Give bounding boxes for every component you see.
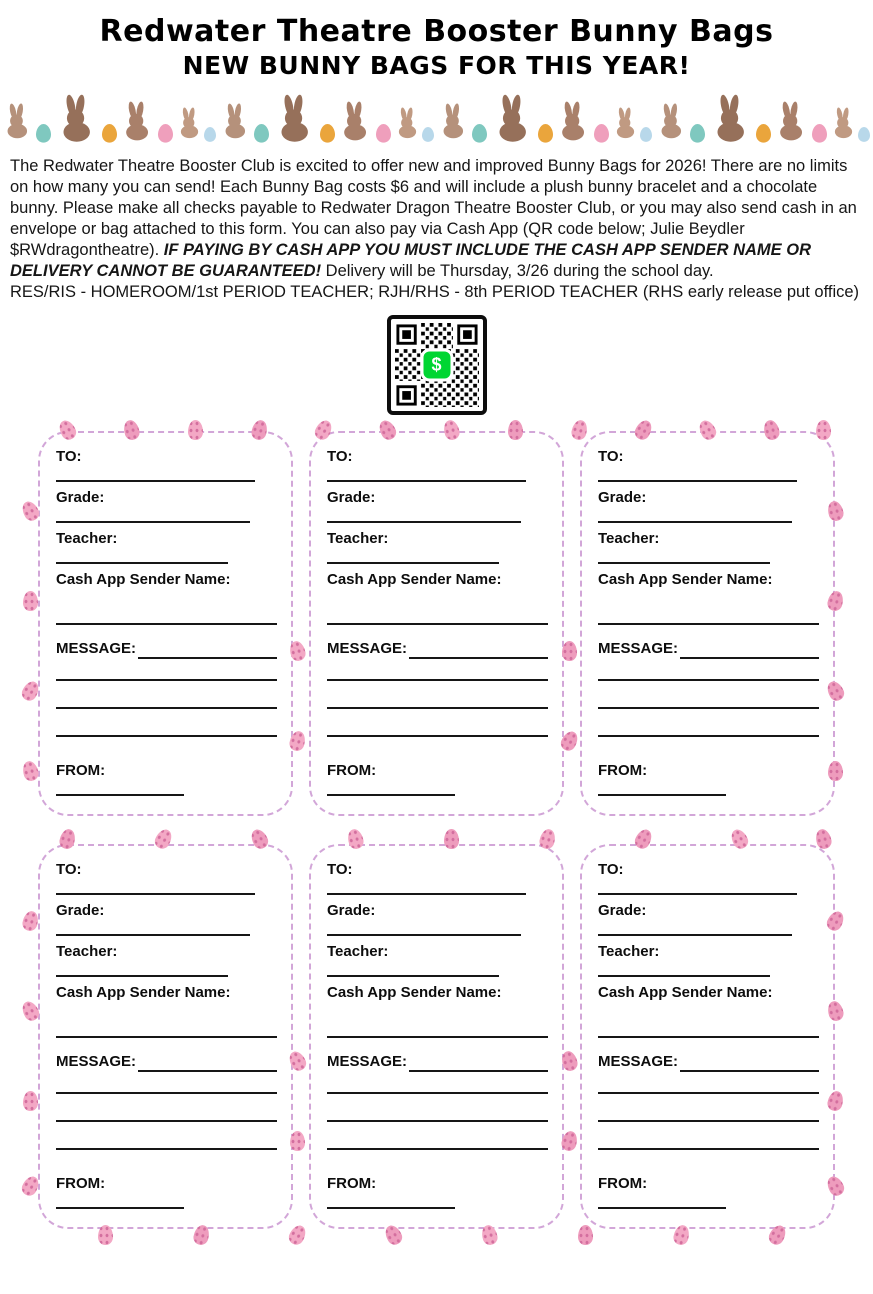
cash-app-warning-text: IF PAYING BY CASH APP YOU MUST INCLUDE THE CASH APP SENDER NAME OR DELIVERY CANNOT BE GUARANTEED!	[10, 240, 812, 280]
page-title: Redwater Theatre Booster Bunny Bags	[99, 14, 774, 49]
message-row	[327, 639, 548, 659]
from-block	[598, 1174, 819, 1215]
cash-app-sender-blank-line	[598, 610, 819, 625]
cash-app-sender-blank-line	[598, 1023, 819, 1038]
message-blank-line	[56, 715, 277, 737]
message-label: MESSAGE:	[598, 639, 679, 657]
forms-section	[38, 431, 835, 1229]
from-blank-line	[327, 1194, 455, 1209]
message-blank-line	[327, 1100, 548, 1122]
message-blank-line	[327, 1072, 548, 1094]
from-label: FROM:	[327, 1174, 377, 1192]
teacher-label: Teacher:	[598, 942, 660, 960]
message-blank-line	[327, 687, 548, 709]
to-label: TO:	[327, 447, 353, 465]
to-blank-line	[598, 880, 797, 895]
from-label: FROM:	[56, 761, 106, 779]
from-label: FROM:	[56, 1174, 106, 1192]
message-label: MESSAGE:	[327, 1052, 408, 1070]
grade-blank-line	[56, 508, 250, 523]
from-block	[56, 761, 277, 802]
cash-app-dollar-glyph: $	[431, 354, 442, 375]
message-blank-line	[327, 715, 548, 737]
message-blank-line	[138, 647, 277, 659]
message-blank-line	[680, 647, 819, 659]
to-label: TO:	[56, 447, 82, 465]
cash-app-sender-label: Cash App Sender Name:	[327, 570, 502, 588]
grade-label: Grade:	[327, 901, 376, 919]
cash-app-sender-label: Cash App Sender Name:	[598, 983, 773, 1001]
message-blank-line	[598, 687, 819, 709]
egg-icon	[23, 1091, 38, 1111]
message-blank-line	[56, 687, 277, 709]
teacher-blank-line	[56, 549, 228, 564]
cash-app-sender-blank-line	[56, 610, 277, 625]
grade-blank-line	[327, 508, 521, 523]
cash-app-sender-blank-line	[327, 610, 548, 625]
cash-app-sender-blank-line	[327, 1023, 548, 1038]
order-form-card	[580, 844, 835, 1229]
grade-label: Grade:	[327, 488, 376, 506]
teacher-note: RES/RIS - HOMEROOM/1st PERIOD TEACHER; RJH/RHS - 8th PERIOD TEACHER (RHS early release put office)	[10, 282, 860, 301]
grade-blank-line	[56, 921, 250, 936]
to-label: TO:	[598, 860, 624, 878]
from-blank-line	[56, 781, 184, 796]
message-blank-line	[409, 1060, 548, 1072]
from-block	[327, 761, 548, 802]
from-label: FROM:	[327, 761, 377, 779]
grade-label: Grade:	[598, 901, 647, 919]
order-form-card	[580, 431, 835, 816]
message-row	[598, 1052, 819, 1072]
grade-blank-line	[327, 921, 521, 936]
teacher-blank-line	[56, 962, 228, 977]
message-label: MESSAGE:	[327, 639, 408, 657]
cash-app-sender-label: Cash App Sender Name:	[56, 983, 231, 1001]
teacher-blank-line	[327, 549, 499, 564]
grade-label: Grade:	[56, 488, 105, 506]
message-blank-line	[598, 1128, 819, 1150]
from-block	[56, 1174, 277, 1215]
teacher-label: Teacher:	[56, 942, 118, 960]
message-blank-line	[56, 1072, 277, 1094]
message-row	[327, 1052, 548, 1072]
message-blank-line	[327, 1128, 548, 1150]
intro-text: The Redwater Theatre Booster Club is excited to offer new and improved Bunny Bags for 2026! There are no limits on how many you can send! Each Bunny Bag costs $6 and will include a plush bunny bracelet and a chocolate bunny. Please make all checks payable to Redwater Dragon Theatre Booster Club, or you may also send cash in an envelope or bag attached to this form. You can also pay via Cash App (QR code below; Julie Beydler $RWdragontheatre).	[10, 157, 857, 259]
grade-label: Grade:	[56, 901, 105, 919]
message-blank-line	[138, 1060, 277, 1072]
message-row	[598, 639, 819, 659]
order-form-card	[309, 431, 564, 816]
from-block	[598, 761, 819, 802]
message-blank-line	[680, 1060, 819, 1072]
delivery-note: Delivery will be Thursday, 3/26 during the school day.	[321, 261, 714, 280]
message-label: MESSAGE:	[56, 639, 137, 657]
message-row	[56, 1052, 277, 1072]
message-blank-line	[598, 1100, 819, 1122]
grade-label: Grade:	[598, 488, 647, 506]
to-blank-line	[598, 467, 797, 482]
cash-app-sender-blank-line	[56, 1023, 277, 1038]
to-blank-line	[56, 467, 255, 482]
teacher-blank-line	[598, 549, 770, 564]
teacher-label: Teacher:	[327, 529, 389, 547]
from-blank-line	[327, 781, 455, 796]
from-label: FROM:	[598, 1174, 648, 1192]
message-blank-line	[598, 659, 819, 681]
to-blank-line	[327, 880, 526, 895]
page-subtitle: NEW BUNNY BAGS FOR THIS YEAR!	[182, 51, 691, 80]
teacher-label: Teacher:	[598, 529, 660, 547]
from-block	[327, 1174, 548, 1215]
from-label: FROM:	[598, 761, 648, 779]
cash-app-icon	[423, 351, 450, 378]
to-label: TO:	[56, 860, 82, 878]
grade-blank-line	[598, 921, 792, 936]
message-label: MESSAGE:	[598, 1052, 679, 1070]
from-blank-line	[598, 781, 726, 796]
message-row	[56, 639, 277, 659]
cash-app-sender-label: Cash App Sender Name:	[56, 570, 231, 588]
to-label: TO:	[598, 447, 624, 465]
order-form-card	[309, 844, 564, 1229]
to-blank-line	[56, 880, 255, 895]
from-blank-line	[56, 1194, 184, 1209]
teacher-blank-line	[598, 962, 770, 977]
egg-icon	[23, 591, 38, 611]
message-label: MESSAGE:	[56, 1052, 137, 1070]
cash-app-sender-label: Cash App Sender Name:	[327, 983, 502, 1001]
order-form-card	[38, 431, 293, 816]
to-blank-line	[327, 467, 526, 482]
to-label: TO:	[327, 860, 353, 878]
grade-blank-line	[598, 508, 792, 523]
message-blank-line	[598, 1072, 819, 1094]
bunny-egg-border-svg	[0, 90, 873, 146]
teacher-blank-line	[327, 962, 499, 977]
message-blank-line	[409, 647, 548, 659]
intro-paragraph	[10, 156, 861, 303]
message-blank-line	[56, 1100, 277, 1122]
teacher-label: Teacher:	[327, 942, 389, 960]
message-blank-line	[56, 659, 277, 681]
message-blank-line	[327, 659, 548, 681]
teacher-label: Teacher:	[56, 529, 118, 547]
message-blank-line	[56, 1128, 277, 1150]
order-form-card	[38, 844, 293, 1229]
cash-app-qr-code	[387, 315, 487, 415]
bunny-egg-border	[0, 90, 873, 146]
message-blank-line	[598, 715, 819, 737]
cash-app-sender-label: Cash App Sender Name:	[598, 570, 773, 588]
form-grid	[38, 431, 835, 1229]
flyer-page	[0, 14, 873, 1294]
from-blank-line	[598, 1194, 726, 1209]
